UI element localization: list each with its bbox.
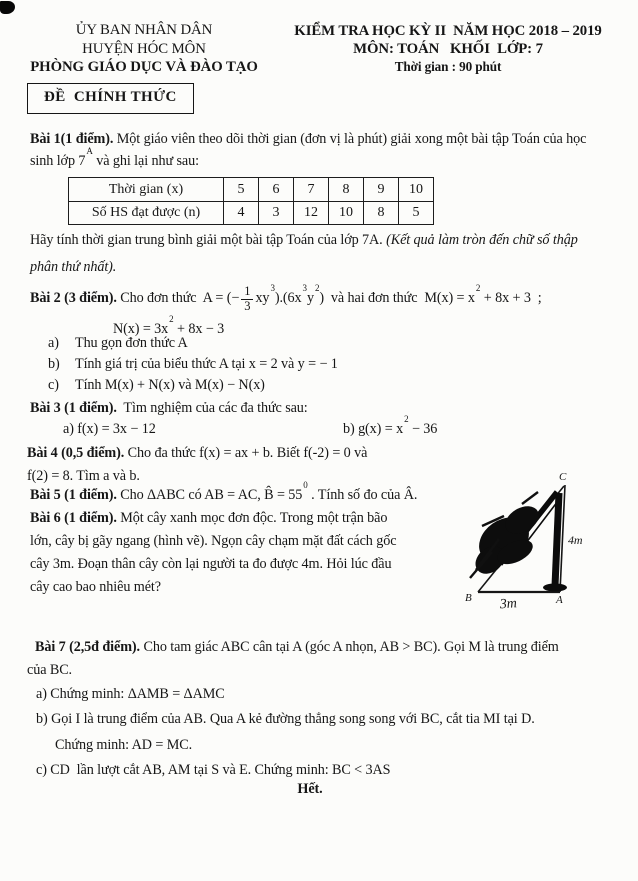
vertex-c-label: C [559, 471, 567, 483]
item-text: Tính M(x) + N(x) và M(x) − N(x) [75, 377, 265, 393]
bai7-item-c: c) CD lần lượt cắt AB, AM tại S và E. Chứng minh: BC < 3AS [36, 762, 391, 778]
vertex-a-label: A [556, 594, 563, 606]
bai7-item-b-continuation: Chứng minh: AD = MC. [55, 737, 193, 753]
cell: 8 [329, 178, 364, 202]
cell: 10 [399, 178, 434, 202]
item-text: Thu gọn đơn thức A [75, 335, 188, 351]
bai5-line: Bài 5 (1 điểm). Cho ΔABC có AB = AC, B̂ = $55^0$ . Tính số đo của Â. [30, 480, 418, 503]
end-of-exam-label: Hết. [297, 781, 323, 797]
bai1-intro-line1: Bài 1(1 điểm). Một giáo viên theo dõi thời gian (đơn vị là phút) giải xong một bài tập Toán của học [30, 131, 587, 147]
cell: 9 [364, 178, 399, 202]
header-right [282, 22, 614, 76]
official-exam-stamp: ĐỀ CHÍNH THỨC [27, 83, 194, 114]
bai6-line2: lớn, cây bị gãy ngang (hình vẽ). Ngọn cây chạm mặt đất cách gốc [30, 533, 397, 549]
bai3-heading: Bài 3 (1 điểm). Tìm nghiệm của các đa thức sau: [30, 400, 308, 416]
bai2-heading: Bài 2 (3 điểm). Cho đơn thức A = (− $\frac{1}{3}$ $xy^3).(6x^3y^2)$ và hai đơn thức $M(x) = x^2 + 8x + 3$ ; [30, 283, 542, 313]
bai7-item-a: a) Chứng minh: ΔAMB = ΔAMC [36, 686, 225, 702]
vertex-b-label: B [465, 592, 472, 604]
bai6-line1: Bài 6 (1 điểm). Một cây xanh mọc đơn độc. Trong một trận bão [30, 510, 388, 526]
table-row [69, 178, 434, 202]
cell: 5 [399, 201, 434, 225]
issuing-authority-line3: PHÒNG GIÁO DỤC VÀ ĐÀO TẠO [30, 59, 258, 75]
scan-corner-artifact [0, 1, 15, 14]
cell: 4 [224, 201, 259, 225]
bai1-intro-line2: sinh lớp $7^A$ và ghi lại như sau: [30, 146, 199, 169]
bai7-heading-line2: của BC. [27, 662, 73, 678]
cell: 5 [224, 178, 259, 202]
item-text: Tính giá trị của biểu thức A tại x = 2 và y = − 1 [75, 356, 338, 372]
foliage-scribble [470, 501, 544, 580]
table-row [69, 201, 434, 225]
bai7-item-b: b) Gọi I là trung điểm của AB. Qua A kẻ đường thẳng song song với BC, cắt tia MI tại D. [36, 711, 535, 727]
cell: 12 [294, 201, 329, 225]
bai2-item-a [48, 333, 188, 354]
bai1-question-line1: Hãy tính thời gian trung bình giải một bài tập Toán của lớp 7A. (Kết quả làm tròn đến chữ số thập [30, 232, 578, 248]
bai2-item-b [48, 354, 338, 375]
bai3-item-b: b) $g(x) = x^2 - 36$ [343, 414, 438, 437]
exam-title: KIỂM TRA HỌC KỲ II NĂM HỌC 2018 – 2019 [294, 23, 602, 39]
item-marker: c) [48, 377, 59, 393]
bai2-item-c [48, 375, 265, 396]
cell: 3 [259, 201, 294, 225]
bai6-line4: cây cao bao nhiêu mét? [30, 579, 161, 595]
header-left [28, 21, 260, 77]
item-marker: b) [48, 356, 60, 372]
issuing-authority-line2: HUYỆN HÓC MÔN [82, 40, 206, 57]
cell: 8 [364, 201, 399, 225]
broken-tree-triangle-figure [452, 468, 627, 618]
bai2-polynomial-n: $N(x) = 3x^2 + 8x - 3$ [113, 314, 225, 337]
cell: 7 [294, 178, 329, 202]
bai6-line3: cây 3m. Đoạn thân cây còn lại người ta đo được 4m. Hỏi lúc đầu [30, 556, 392, 572]
tree-base [543, 584, 567, 592]
bai4-line1: Bài 4 (0,5 điểm). Cho đa thức f(x) = ax + b. Biết f(-2) = 0 và [27, 445, 368, 461]
issuing-authority-line1: ỦY BAN NHÂN DÂN [75, 22, 213, 38]
bai3-item-a: a) f(x) = 3x − 12 [63, 421, 156, 437]
cell: 6 [259, 178, 294, 202]
exam-subject: MÔN: TOÁN KHỐI LỚP: 7 [353, 41, 543, 57]
item-marker: a) [48, 335, 59, 351]
cell: 10 [329, 201, 364, 225]
base-label: 3m [499, 596, 518, 613]
row-label: Thời gian (x) [69, 178, 224, 202]
height-label: 4m [568, 533, 583, 547]
bai1-question-line2: phân thứ nhất). [30, 259, 117, 275]
row-label: Số HS đạt được (n) [69, 201, 224, 225]
exam-duration: Thời gian : 90 phút [394, 59, 502, 74]
bai7-heading-line1: Bài 7 (2,5đ điểm). Cho tam giác ABC cân tại A (góc A nhọn, AB > BC). Gọi M là trung điểm [35, 639, 559, 655]
frequency-table [68, 177, 434, 225]
tree-trunk [555, 493, 559, 586]
bai4-line2: f(2) = 8. Tìm a và b. [27, 468, 140, 484]
